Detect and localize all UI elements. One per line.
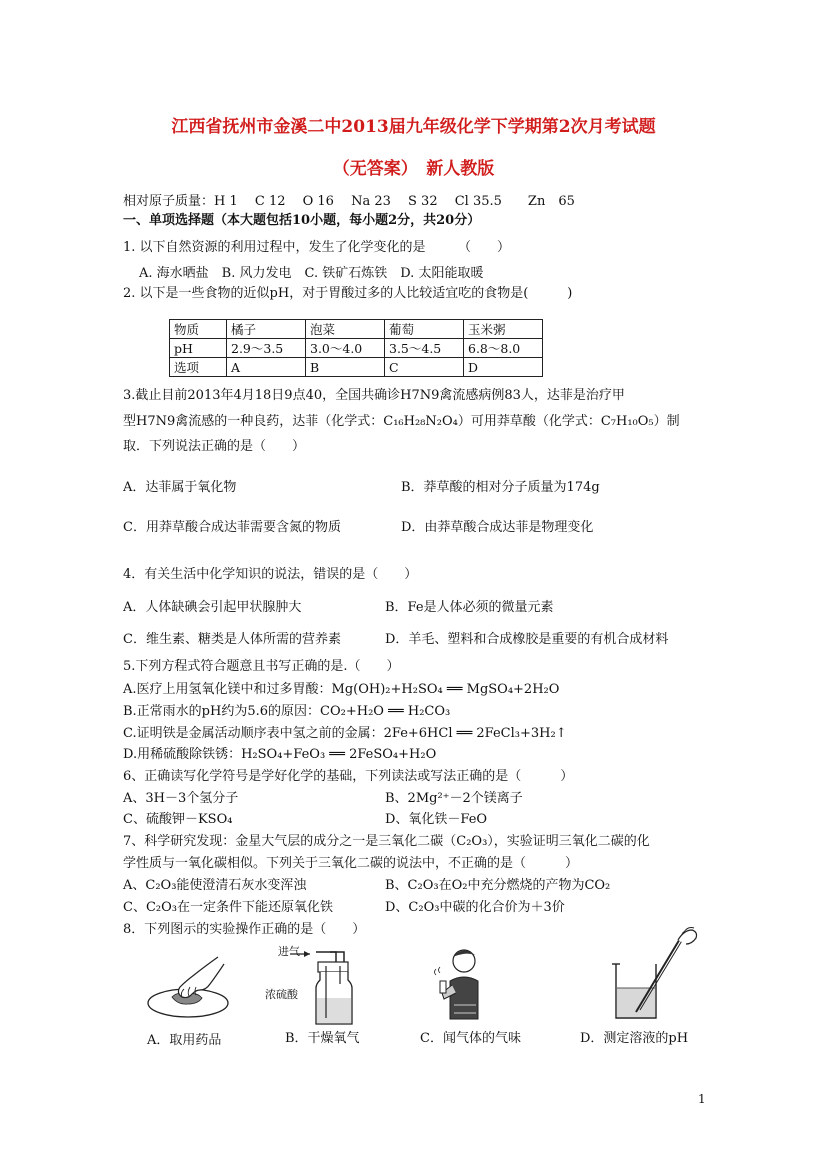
q6-stem: 6、正确读写化学符号是学好化学的基础，下列读法或写法正确的是（ ） bbox=[123, 769, 574, 784]
table-cell: 泡菜 bbox=[306, 320, 385, 339]
q6-option-c: C、硫酸钾－KSO₄ bbox=[123, 812, 233, 827]
q8-caption-b: B．干燥氧气 bbox=[285, 1031, 360, 1046]
table-cell: 2.9～3.5 bbox=[227, 339, 306, 358]
q3-option-d: D．由莽草酸合成达菲是物理变化 bbox=[401, 520, 594, 535]
table-cell: pH bbox=[170, 339, 227, 358]
figure-b-label-gas-in: 进气 bbox=[278, 945, 300, 958]
table-row bbox=[170, 358, 543, 377]
q3-line-3: 取．下列说法正确的是（ ） bbox=[123, 439, 306, 454]
figure-b-label-acid: 浓硫酸 bbox=[265, 988, 298, 1001]
q3-option-a: A．达菲属于氧化物 bbox=[123, 480, 237, 495]
figure-a-hand-taking-chemical bbox=[140, 945, 240, 1025]
q3-line-1: 3.截止目前2013年4月18日9点40，全国共确诊H7N9禽流感病例83人，达菲是治疗甲 bbox=[123, 388, 625, 403]
q6-option-d: D、氧化铁－FeO bbox=[385, 812, 488, 827]
q3-option-b: B．莽草酸的相对分子质量为174g bbox=[401, 480, 600, 495]
q7-line-2: 学性质与一氧化碳相似。下列关于三氧化二碳的说法中，不正确的是（ ） bbox=[123, 856, 579, 871]
q5-option-b: B.正常雨水的pH约为5.6的原因：CO₂+H₂O ══ H₂CO₃ bbox=[123, 704, 451, 719]
q3-option-c: C．用莽草酸合成达菲需要含氮的物质 bbox=[123, 520, 341, 535]
q7-option-a: A、C₂O₃能使澄清石灰水变浑浊 bbox=[123, 878, 307, 893]
section-heading: 一、单项选择题（本大题包括10小题，每小题2分，共20分） bbox=[123, 213, 481, 228]
table-cell: 3.5～4.5 bbox=[385, 339, 464, 358]
atomic-masses: 相对原子质量：H 1 C 12 O 16 Na 23 S 32 Cl 35.5 Zn 65 bbox=[123, 194, 575, 209]
q4-option-c: C．维生素、糖类是人体所需的营养素 bbox=[123, 632, 341, 647]
q4-option-b: B．Fe是人体必须的微量元素 bbox=[385, 600, 554, 615]
table-cell: 3.0～4.0 bbox=[306, 339, 385, 358]
title-line-2: （无答案） 新人教版 bbox=[332, 159, 495, 179]
q5-stem: 5.下列方程式符合题意且书写正确的是.（ ） bbox=[123, 659, 400, 674]
q1-options: A. 海水晒盐 B. 风力发电 C. 铁矿石炼铁 D. 太阳能取暖 bbox=[139, 266, 484, 281]
q8-caption-d: D．测定溶液的pH bbox=[580, 1031, 689, 1046]
ph-table bbox=[169, 319, 543, 377]
page-number: 1 bbox=[698, 1092, 706, 1106]
q5-option-d: D.用稀硫酸除铁锈：H₂SO₄+FeO₃ ══ 2FeSO₄+H₂O bbox=[123, 747, 437, 762]
table-cell: 选项 bbox=[170, 358, 227, 377]
q7-option-d: D、C₂O₃中碳的化合价为＋3价 bbox=[385, 900, 565, 915]
q5-option-a: A.医疗上用氢氧化镁中和过多胃酸：Mg(OH)₂+H₂SO₄ ══ MgSO₄+2H₂O bbox=[123, 682, 560, 697]
table-cell: C bbox=[385, 358, 464, 377]
table-cell: 葡萄 bbox=[385, 320, 464, 339]
q7-option-c: C、C₂O₃在一定条件下能还原氧化铁 bbox=[123, 900, 333, 915]
table-cell: 橘子 bbox=[227, 320, 306, 339]
table-cell: B bbox=[306, 358, 385, 377]
q4-option-d: D．羊毛、塑料和合成橡胶是重要的有机合成材料 bbox=[385, 632, 669, 647]
q4-stem: 4．有关生活中化学知识的说法，错误的是（ ） bbox=[123, 567, 418, 582]
table-cell: D bbox=[464, 358, 543, 377]
title-line-1: 江西省抚州市金溪二中2013届九年级化学下学期第2次月考试题 bbox=[171, 117, 656, 137]
table-cell: 玉米粥 bbox=[464, 320, 543, 339]
q6-option-b: B、2Mg²⁺－2个镁离子 bbox=[385, 791, 523, 806]
table-row bbox=[170, 320, 543, 339]
q1-stem: 1. 以下自然资源的利用过程中，发生了化学变化的是 （ ） bbox=[123, 240, 511, 255]
figure-c-boy-smelling bbox=[428, 945, 498, 1027]
q8-caption-c: C．闻气体的气味 bbox=[420, 1031, 521, 1046]
q2-stem: 2. 以下是一些食物的近似pH，对于胃酸过多的人比较适宜吃的食物是( ) bbox=[123, 286, 573, 301]
table-row bbox=[170, 339, 543, 358]
figure-d-ph-measure bbox=[598, 918, 708, 1028]
q5-option-c: C.证明铁是金属活动顺序表中氢之前的金属：2Fe+6HCl ══ 2FeCl₃+3H₂↑ bbox=[123, 726, 567, 741]
table-cell: 6.8～8.0 bbox=[464, 339, 543, 358]
table-cell: A bbox=[227, 358, 306, 377]
q4-option-a: A．人体缺碘会引起甲状腺肿大 bbox=[123, 600, 302, 615]
q7-line-1: 7、科学研究发现：金星大气层的成分之一是三氧化二碳（C₂O₃），实验证明三氧化二碳的化 bbox=[123, 834, 650, 849]
q8-caption-a: A．取用药品 bbox=[147, 1033, 222, 1048]
q3-line-2: 型H7N9禽流感的一种良药，达菲（化学式：C₁₆H₂₈N₂O₄）可用莽草酸（化学式：C₇H₁₀O₅）制 bbox=[123, 414, 680, 429]
table-cell: 物质 bbox=[170, 320, 227, 339]
q6-option-a: A、3H－3个氢分子 bbox=[123, 791, 239, 806]
q8-stem: 8．下列图示的实验操作正确的是（ ） bbox=[123, 922, 366, 937]
q7-option-b: B、C₂O₃在O₂中充分燃烧的产物为CO₂ bbox=[385, 878, 611, 893]
